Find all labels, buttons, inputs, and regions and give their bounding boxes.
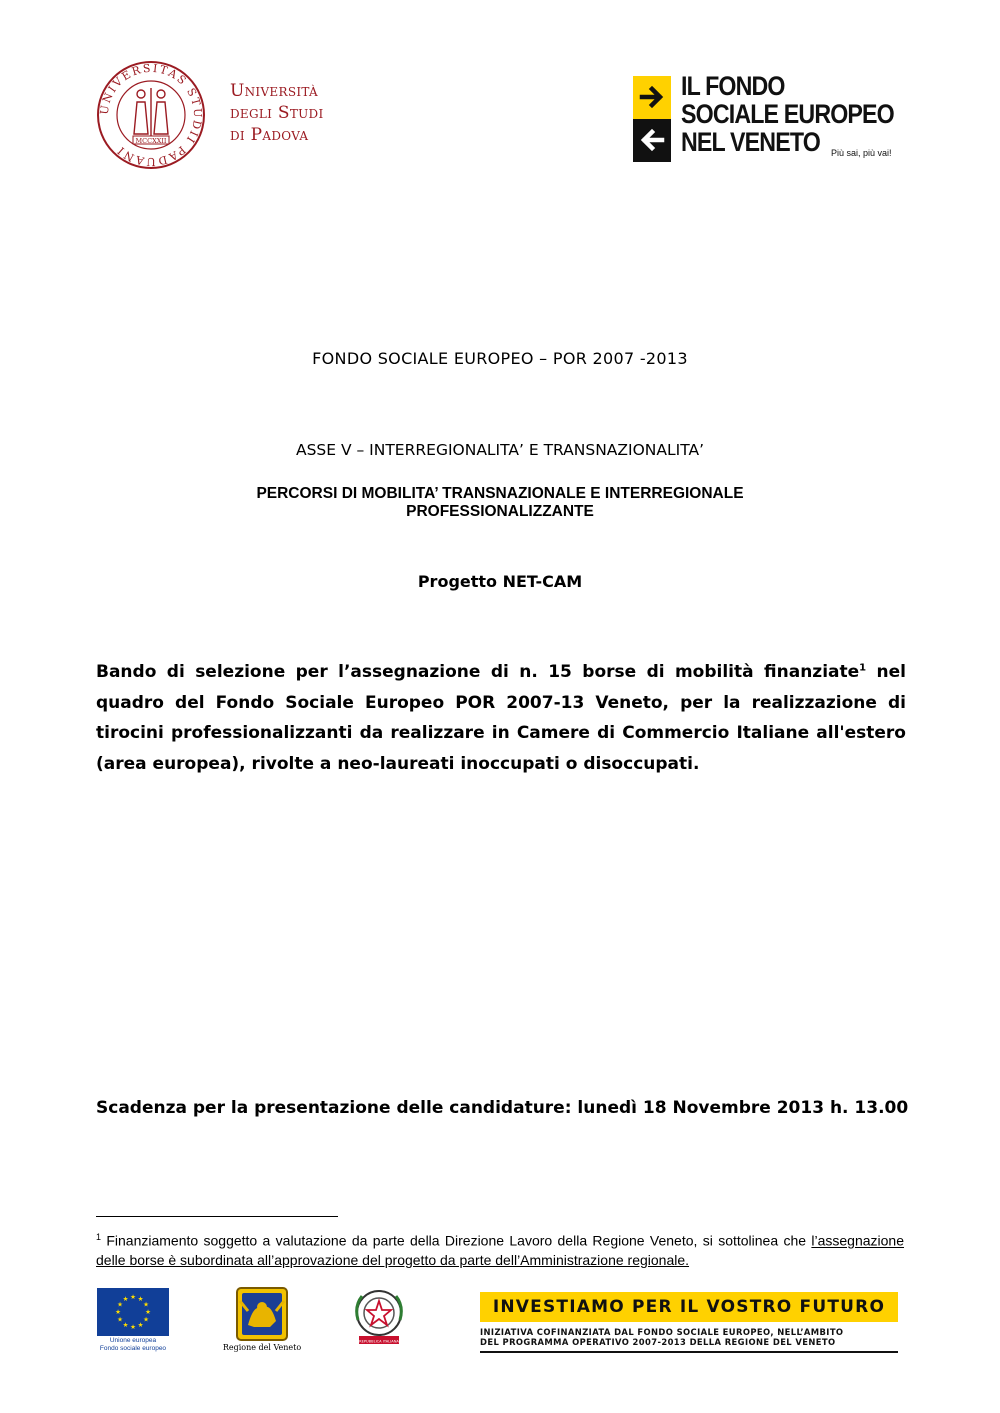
deadline-text: Scadenza per la presentazione delle candidature: lunedì 18 Novembre 2013 h. 13.00 bbox=[96, 1098, 909, 1118]
eu-star-icon: ★ bbox=[117, 1315, 123, 1324]
eu-star-icon: ★ bbox=[137, 1295, 144, 1304]
fse-title-line: IL FONDO bbox=[681, 71, 785, 101]
eu-star-icon: ★ bbox=[143, 1315, 149, 1324]
percorsi-line-2: PROFESSIONALIZZANTE bbox=[406, 503, 594, 520]
document-title-fse: FONDO SOCIALE EUROPEO – POR 2007 -2013 bbox=[312, 349, 688, 368]
percorsi-line-1: PERCORSI DI MOBILITA’ TRANSNAZIONALE E INTERREGIONALE bbox=[256, 485, 744, 502]
footnote-reference[interactable]: 1 bbox=[859, 662, 867, 674]
footnote bbox=[96, 1228, 904, 1270]
arrow-right-icon bbox=[642, 89, 660, 105]
fse-tagline: Più sai, più vai! bbox=[831, 148, 892, 158]
winged-lion-icon bbox=[236, 1287, 288, 1341]
fse-title-line: SOCIALE EUROPEO bbox=[681, 99, 894, 129]
bando-text-part2: nel quadro del Fondo Sociale Europeo POR 2007-13 Veneto, per la realizzazione di tirocini professionalizzanti da realizzare in Camere di Commercio Italiane all'estero (area europea), rivolte a neo-laureati inoccupati o disoccupati. bbox=[96, 662, 906, 774]
fse-title bbox=[681, 72, 894, 156]
regione-veneto-logo bbox=[222, 1287, 302, 1353]
project-name: Progetto NET-CAM bbox=[417, 572, 583, 591]
eu-star-icon: ★ bbox=[122, 1295, 129, 1304]
university-name-line: degli Studi bbox=[230, 103, 324, 123]
eu-star-icon: ★ bbox=[137, 1321, 144, 1330]
university-name bbox=[230, 80, 324, 146]
eu-star-icon: ★ bbox=[122, 1321, 129, 1330]
bando-paragraph bbox=[96, 657, 906, 779]
eu-caption-line: Unione europea bbox=[109, 1337, 157, 1344]
university-name-line: Università bbox=[230, 81, 319, 101]
fse-arrows-mark bbox=[633, 76, 671, 162]
repubblica-ribbon-text: REPUBBLICA ITALIANA bbox=[359, 1339, 399, 1344]
footnote-underlined-text: l’assegnazione delle borse è subordinata all’approvazione del progetto da parte dell’Amministrazione regionale. bbox=[96, 1232, 904, 1268]
fse-veneto-logo bbox=[633, 71, 903, 162]
document-title-asse: ASSE V – INTERREGIONALITA’ E TRANSNAZIONALITA’ bbox=[295, 441, 705, 459]
eu-flag-icon bbox=[97, 1288, 169, 1336]
eu-caption-line: Fondo sociale europeo bbox=[99, 1345, 167, 1352]
investiamo-subtitle-line: INIZIATIVA COFINANZIATA DAL FONDO SOCIALE EUROPEO, NELL’AMBITO bbox=[480, 1327, 844, 1337]
arrow-left-icon bbox=[644, 132, 662, 148]
document-title-percorsi bbox=[0, 485, 1000, 521]
investiamo-divider bbox=[480, 1351, 898, 1353]
footnote-divider bbox=[96, 1216, 338, 1217]
repubblica-italiana-emblem bbox=[350, 1286, 408, 1348]
seal-ring-text: UNIVERSITAS STUDII PADUANI bbox=[97, 61, 205, 169]
seal-year: MCCXXII bbox=[135, 137, 167, 145]
footnote-number: 1 bbox=[96, 1232, 102, 1242]
investiamo-subtitle bbox=[480, 1327, 898, 1347]
university-name-line: di Padova bbox=[230, 125, 309, 145]
eu-logo bbox=[97, 1288, 169, 1352]
veneto-caption: Regione del Veneto bbox=[222, 1343, 302, 1352]
footnote-text: Finanziamento soggetto a valutazione da parte della Direzione Lavoro della Regione Veneto, si sottolinea che bbox=[101, 1232, 812, 1249]
fse-title-line: NEL VENETO bbox=[681, 127, 820, 157]
eu-star-icon: ★ bbox=[130, 1293, 136, 1302]
eu-star-icon: ★ bbox=[145, 1308, 151, 1317]
eu-star-icon: ★ bbox=[115, 1308, 121, 1317]
bando-text-part1: Bando di selezione per l’assegnazione di n. 15 borse di mobilità finanziate bbox=[96, 662, 860, 682]
investiamo-subtitle-line: DEL PROGRAMMA OPERATIVO 2007-2013 DELLA REGIONE DEL VENETO bbox=[480, 1337, 836, 1347]
eu-star-icon: ★ bbox=[117, 1300, 123, 1309]
eu-star-icon: ★ bbox=[130, 1323, 136, 1332]
investiamo-title: INVESTIAMO PER IL VOSTRO FUTURO bbox=[480, 1292, 898, 1322]
eu-caption bbox=[93, 1337, 173, 1353]
eu-star-icon: ★ bbox=[143, 1300, 149, 1309]
investiamo-banner bbox=[480, 1292, 898, 1354]
university-seal-logo bbox=[96, 60, 206, 170]
